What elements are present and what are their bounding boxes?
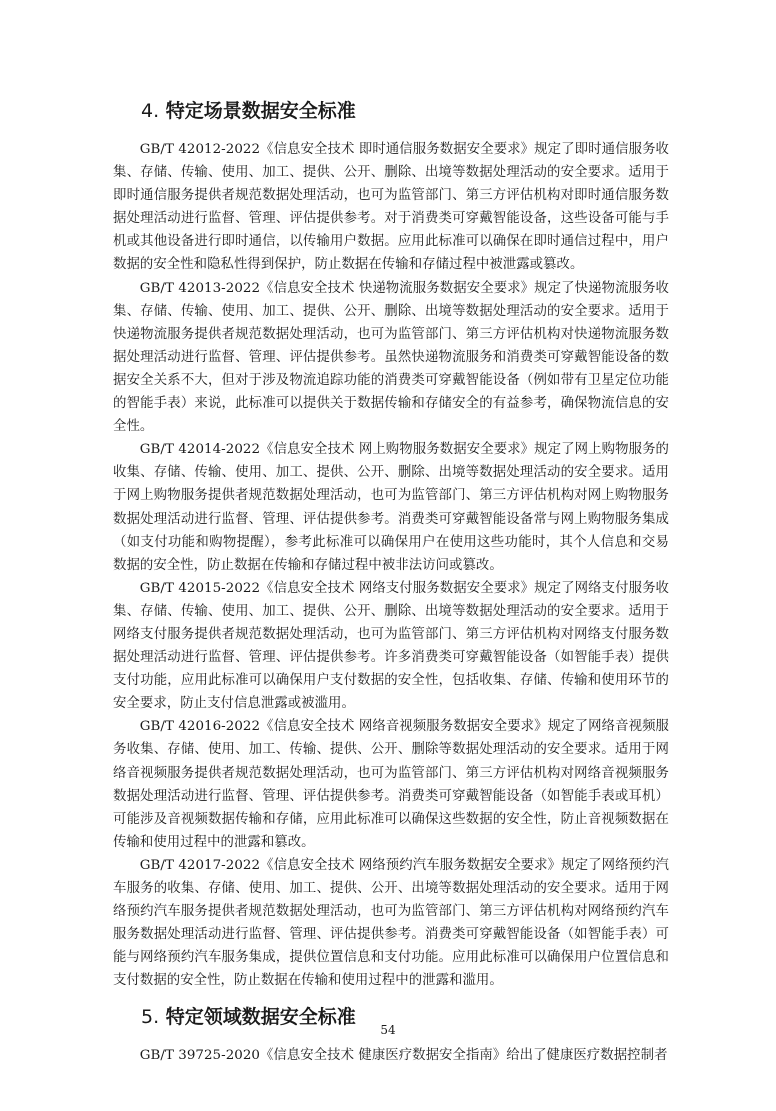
page-number: 54: [380, 1023, 396, 1037]
section-5-title: 特定领域数据安全标准: [165, 1006, 356, 1029]
section-4-title: 特定场景数据安全标准: [165, 100, 356, 122]
section-4-heading: [141, 96, 669, 126]
paragraph-gbt-42014: GB/T 42014-2022《信息安全技术 网上购物服务数据安全要求》规定了网上购物服务的收集、存储、传输、使用、加工、提供、公开、删除、出境等数据处理活动的安全要求。适用于网上购物服务提供者规范数据处理活动，也可为监管部门、第三方评估机构对网上购物服务数据处理活动进行监督、管理、评估提供参考。消费类可穿戴智能设备常与网上购物服务集成（如支付功能和购物提醒），参考此标准可以确保用户在使用这些功能时，其个人信息和交易数据的安全性，防止数据在传输和存储过程中被非法访问或篡改。: [113, 442, 669, 573]
paragraph-gbt-42016: GB/T 42016-2022《信息安全技术 网络音视频服务数据安全要求》规定了网络音视频服务收集、存储、使用、加工、传输、提供、公开、删除等数据处理活动的安全要求。适用于网络音视频服务提供者规范数据处理活动，也可为监管部门、第三方评估机构对网络音视频服务数据处理活动进行监督、管理、评估提供参考。消费类可穿戴智能设备（如智能手表或耳机）可能涉及音视频数据传输和存储，应用此标准可以确保这些数据的安全性，防止音视频数据在传输和使用过程中的泄露和篡改。: [113, 719, 669, 850]
paragraph-gbt-42015: GB/T 42015-2022《信息安全技术 网络支付服务数据安全要求》规定了网络支付服务收集、存储、传输、使用、加工、提供、公开、删除、出境等数据处理活动的安全要求。适用于网络支付服务提供者规范数据处理活动，也可为监管部门、第三方评估机构对网络支付服务数据处理活动进行监督、管理、评估提供参考。许多消费类可穿戴智能设备（如智能手表）提供支付功能，应用此标准可以确保用户支付数据的安全性，包括收集、存储、传输和使用环节的安全要求，防止支付信息泄露或被滥用。: [113, 580, 669, 712]
section-4-number: 4.: [141, 100, 160, 122]
paragraph-gbt-42012: GB/T 42012-2022《信息安全技术 即时通信服务数据安全要求》规定了即时通信服务收集、存储、传输、使用、加工、提供、公开、删除、出境等数据处理活动的安全要求。适用于即时通信服务提供者规范数据处理活动，也可为监管部门、第三方评估机构对即时通信服务数据处理活动进行监督、管理、评估提供参考。对于消费类可穿戴智能设备，这些设备可能与手机或其他设备进行即时通信，以传输用户数据。应用此标准可以确保在即时通信过程中，用户数据的安全性和隐私性得到保护，防止数据在传输和存储过程中被泄露或篡改。: [113, 142, 669, 273]
paragraph-gbt-39725: GB/T 39725-2020《信息安全技术 健康医疗数据安全指南》给出了健康医疗数据控制者: [139, 1048, 668, 1064]
paragraph-gbt-42017: GB/T 42017-2022《信息安全技术 网络预约汽车服务数据安全要求》规定了网络预约汽车服务的收集、存储、使用、加工、提供、公开、出境等数据处理活动的安全要求。适用于网络预约汽车服务提供者规范数据处理活动，也可为监管部门、第三方评估机构对网络预约汽车服务数据处理活动进行监督、管理、评估提供参考。消费类可穿戴智能设备（如智能手表）可能与网络预约汽车服务集成，提供位置信息和支付功能。应用此标准可以确保用户位置信息和支付数据的安全性，防止数据在传输和使用过程中的泄露和滥用。: [113, 857, 669, 989]
section-5-number: 5.: [141, 1006, 160, 1029]
paragraph-gbt-42013: GB/T 42013-2022《信息安全技术 快递物流服务数据安全要求》规定了快递物流服务收集、存储、传输、使用、加工、提供、公开、删除、出境等数据处理活动的安全要求。适用于快递物流服务提供者规范数据处理活动，也可为监管部门、第三方评估机构对快递物流服务数据处理活动进行监督、管理、评估提供参考。虽然快递物流服务和消费类可穿戴智能设备的数据安全关系不大，但对于涉及物流追踪功能的消费类可穿戴智能设备（例如带有卫星定位功能的智能手表）来说，此标准可以提供关于数据传输和存储安全的有益参考，确保物流信息的安全性。: [113, 280, 669, 435]
page-content: [113, 96, 669, 1068]
